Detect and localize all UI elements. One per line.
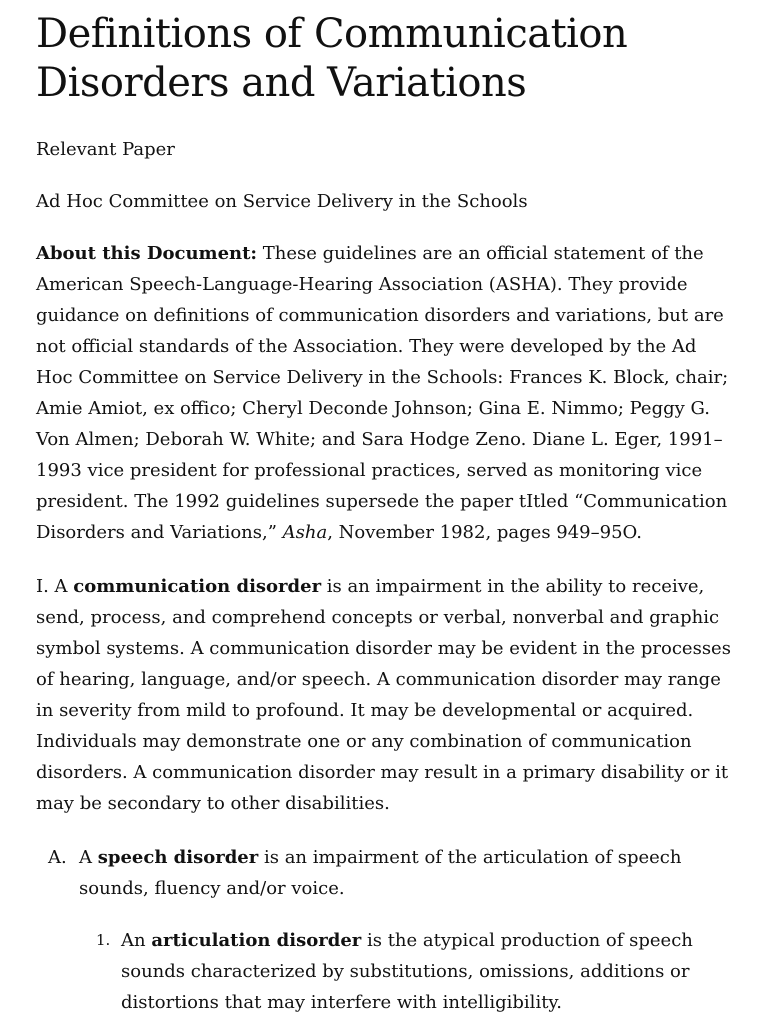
paper-type: Relevant Paper (36, 139, 175, 160)
list-item-articulation-disorder (36, 925, 736, 1018)
definition-communication-disorder (36, 571, 736, 819)
item-1-text: is the atypical production of speech sounds characterized by substitutions, omissions, additions or distortions that may interfere with intelligibility. (121, 930, 693, 1013)
committee-name: Ad Hoc Committee on Service Delivery in the Schools (36, 191, 528, 212)
about-label: About this Document: (36, 243, 258, 264)
item-a-prefix: A (79, 847, 98, 868)
about-text: These guidelines are an official statement of the American Speech-Language-Hearing Association (ASHA). They provide guidance on definitions of communication disorders and variations, but are not official standards of the Association. They were developed by the Ad Hoc Committee on Service Delivery in the Schools: Frances K. Block, chair; Amie Amiot, ex offico; Cheryl Deconde Johnson; Gina E. Nimmo; Peggy G. Von Almen; Deborah W. White; and Sara Hodge Zeno. Diane L. Eger, 1991–1993 vice president for professional practices, served as monitoring vice president. The 1992 guidelines supersede the paper tItled “Communication Disorders and Variations,” (36, 243, 729, 543)
page-title: Definitions of Communication Disorders and Variations (36, 11, 628, 106)
term-speech-disorder: speech disorder (97, 847, 259, 868)
list-marker-a: A. (48, 847, 67, 868)
journal-name: Asha (282, 522, 328, 543)
section-text: is an impairment in the ability to receive, send, process, and comprehend concepts or verbal, nonverbal and graphic symbol systems. A communication disorder may be evident in the processes of hearing, language, and/or speech. A communication disorder may range in severity from mild to profound. It may be developmental or acquired. Individuals may demonstrate one or any combination of communication disorders. A communication disorder may result in a primary disability or it may be secondary to other disabilities. (36, 576, 731, 814)
list-marker-1: 1. (96, 931, 111, 949)
about-tail: , November 1982, pages 949–95O. (327, 522, 642, 543)
term-communication-disorder: communication disorder (73, 576, 322, 597)
about-paragraph (36, 238, 736, 548)
list-item-speech-disorder (36, 842, 736, 904)
item-1-prefix: An (121, 930, 152, 951)
document-page (36, 10, 736, 1018)
term-articulation-disorder: articulation disorder (151, 930, 362, 951)
section-prefix: I. A (36, 576, 74, 597)
item-a-text: is an impairment of the articulation of speech sounds, fluency and/or voice. (79, 847, 682, 899)
